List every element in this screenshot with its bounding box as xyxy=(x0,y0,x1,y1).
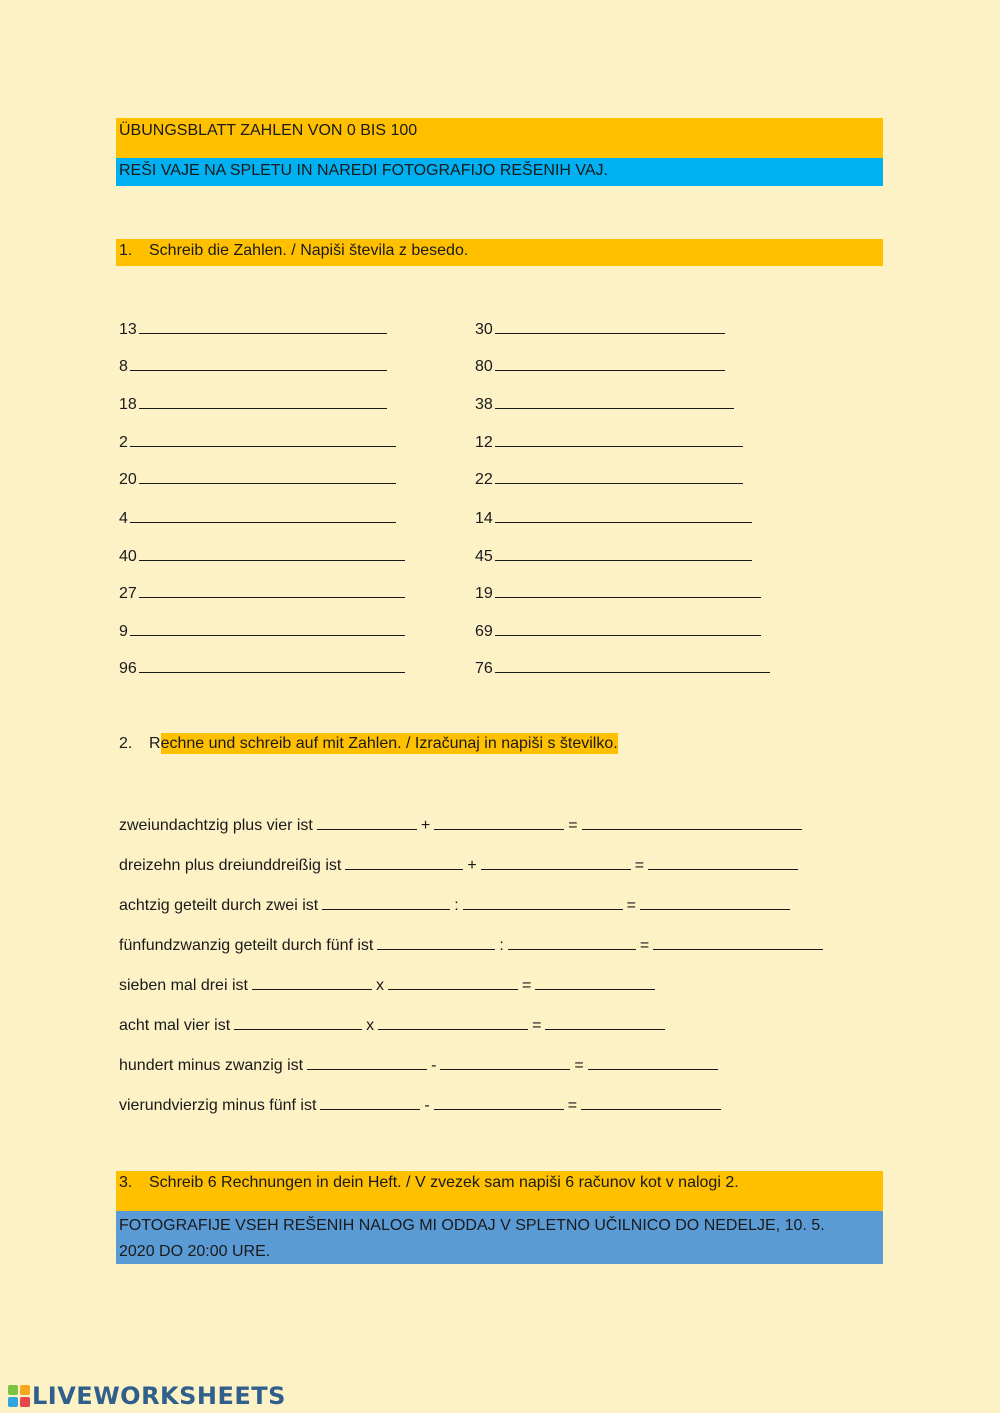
operand1-blank[interactable] xyxy=(252,974,372,990)
number-label: 4 xyxy=(119,510,128,527)
number-label: 8 xyxy=(119,358,128,375)
equals-sign: = xyxy=(574,1057,584,1074)
answer-blank[interactable] xyxy=(130,507,396,523)
number-label: 19 xyxy=(475,585,493,602)
number-label: 40 xyxy=(119,548,137,565)
number-item xyxy=(119,507,396,529)
equation-row xyxy=(119,1014,669,1036)
number-label: 20 xyxy=(119,471,137,488)
answer-blank[interactable] xyxy=(130,355,387,371)
task1-number: 1. xyxy=(119,242,133,259)
operand2-blank[interactable] xyxy=(434,1094,564,1110)
number-label: 30 xyxy=(475,321,493,338)
number-label: 80 xyxy=(475,358,493,375)
answer-blank[interactable] xyxy=(495,620,761,636)
number-item xyxy=(475,545,752,567)
equals-sign: = xyxy=(639,937,650,954)
answer-blank[interactable] xyxy=(130,431,396,447)
answer-blank[interactable] xyxy=(495,468,743,484)
number-item xyxy=(475,355,725,377)
number-item xyxy=(119,393,387,415)
equation-text: sieben mal drei ist xyxy=(119,977,248,994)
operand2-blank[interactable] xyxy=(463,894,623,910)
operator-symbol: : xyxy=(499,937,504,954)
operand2-blank[interactable] xyxy=(508,934,636,950)
answer-blank[interactable] xyxy=(495,355,725,371)
operand2-blank[interactable] xyxy=(434,814,564,830)
number-item xyxy=(119,318,387,340)
result-blank[interactable] xyxy=(545,1014,665,1030)
task3-number: 3. xyxy=(119,1174,133,1191)
operand2-blank[interactable] xyxy=(388,974,518,990)
number-label: 14 xyxy=(475,510,493,527)
equation-row xyxy=(119,1054,722,1076)
number-label: 18 xyxy=(119,396,137,413)
operator-symbol: x xyxy=(366,1017,375,1034)
logo-square-2 xyxy=(20,1385,30,1395)
answer-blank[interactable] xyxy=(139,545,405,561)
result-blank[interactable] xyxy=(640,894,790,910)
operand1-blank[interactable] xyxy=(345,854,463,870)
answer-blank[interactable] xyxy=(495,657,770,673)
answer-blank[interactable] xyxy=(495,545,752,561)
number-item xyxy=(119,657,405,679)
answer-blank[interactable] xyxy=(495,318,725,334)
equation-text: dreizehn plus dreiunddreißig ist xyxy=(119,857,342,874)
number-label: 27 xyxy=(119,585,137,602)
answer-blank[interactable] xyxy=(495,431,743,447)
number-item xyxy=(475,657,770,679)
number-item xyxy=(475,393,734,415)
number-label: 13 xyxy=(119,321,137,338)
result-blank[interactable] xyxy=(648,854,798,870)
equation-row xyxy=(119,854,802,876)
operator-symbol: - xyxy=(424,1097,430,1114)
equation-row xyxy=(119,814,806,836)
answer-blank[interactable] xyxy=(139,318,387,334)
equals-sign: = xyxy=(532,1017,542,1034)
result-blank[interactable] xyxy=(582,814,802,830)
number-item xyxy=(475,582,761,604)
number-item xyxy=(475,431,743,453)
task2-first-letter: R xyxy=(149,735,161,752)
task2-text: echne und schreib auf mit Zahlen. / Izračunaj in napiši s številko. xyxy=(160,735,618,752)
number-item xyxy=(475,620,761,642)
operand2-blank[interactable] xyxy=(378,1014,528,1030)
number-label: 45 xyxy=(475,548,493,565)
number-item xyxy=(119,431,396,453)
answer-blank[interactable] xyxy=(130,620,405,636)
equals-sign: = xyxy=(521,977,532,994)
equation-row xyxy=(119,934,827,956)
result-blank[interactable] xyxy=(653,934,823,950)
task3-text: Schreib 6 Rechnungen in dein Heft. / V zvezek sam napiši 6 računov kot v nalogi 2. xyxy=(149,1174,739,1191)
equation-row xyxy=(119,1094,725,1116)
number-item xyxy=(119,355,387,377)
logo-square-3 xyxy=(8,1397,18,1407)
equation-row xyxy=(119,974,659,996)
logo-square-1 xyxy=(8,1385,18,1395)
task1-heading xyxy=(116,239,883,266)
submission-note xyxy=(116,1211,883,1264)
operator-symbol: - xyxy=(431,1057,437,1074)
equation-text: hundert minus zwanzig ist xyxy=(119,1057,304,1074)
equation-text: vierundvierzig minus fünf ist xyxy=(119,1097,317,1114)
number-item xyxy=(475,507,752,529)
answer-blank[interactable] xyxy=(495,507,752,523)
liveworksheets-logo[interactable] xyxy=(8,1382,286,1410)
number-label: 9 xyxy=(119,623,128,640)
number-item xyxy=(119,468,396,490)
number-item xyxy=(119,545,405,567)
operand1-blank[interactable] xyxy=(317,814,417,830)
operator-symbol: : xyxy=(454,897,459,914)
task2-number: 2. xyxy=(119,735,133,752)
answer-blank[interactable] xyxy=(139,468,396,484)
result-blank[interactable] xyxy=(581,1094,721,1110)
operand1-blank[interactable] xyxy=(234,1014,362,1030)
operand2-blank[interactable] xyxy=(481,854,631,870)
number-item xyxy=(119,582,405,604)
result-blank[interactable] xyxy=(588,1054,718,1070)
equals-sign: = xyxy=(567,1097,578,1114)
number-label: 38 xyxy=(475,396,493,413)
answer-blank[interactable] xyxy=(139,393,387,409)
answer-blank[interactable] xyxy=(495,393,734,409)
equals-sign: = xyxy=(626,897,636,914)
number-label: 22 xyxy=(475,471,493,488)
answer-blank[interactable] xyxy=(139,657,405,673)
number-item xyxy=(475,318,725,340)
number-label: 69 xyxy=(475,623,493,640)
equals-sign: = xyxy=(634,857,645,874)
number-item xyxy=(475,468,743,490)
submission-note-line2: 2020 DO 20:00 URE. xyxy=(119,1243,271,1260)
answer-blank[interactable] xyxy=(139,582,405,598)
number-label: 96 xyxy=(119,660,137,677)
logo-text: LIVEWORKSHEETS xyxy=(32,1382,286,1410)
result-blank[interactable] xyxy=(535,974,655,990)
worksheet-instruction: REŠI VAJE NA SPLETU IN NAREDI FOTOGRAFIJO REŠENIH VAJ. xyxy=(116,158,883,186)
number-label: 76 xyxy=(475,660,493,677)
equation-text: zweiundachtzig plus vier ist xyxy=(119,817,313,834)
number-label: 12 xyxy=(475,434,493,451)
equation-text: fünfundzwanzig geteilt durch fünf ist xyxy=(119,937,374,954)
operand1-blank[interactable] xyxy=(320,1094,420,1110)
operator-symbol: x xyxy=(375,977,384,994)
task3-heading xyxy=(116,1171,883,1211)
operand1-blank[interactable] xyxy=(307,1054,427,1070)
equals-sign: = xyxy=(568,817,578,834)
operand1-blank[interactable] xyxy=(377,934,495,950)
equation-text: acht mal vier ist xyxy=(119,1017,231,1034)
equation-row xyxy=(119,894,794,916)
number-label: 2 xyxy=(119,434,128,451)
logo-square-4 xyxy=(20,1397,30,1407)
task1-text: Schreib die Zahlen. / Napiši števila z besedo. xyxy=(149,242,469,259)
logo-icon xyxy=(8,1385,30,1407)
operator-symbol: + xyxy=(420,817,431,834)
task2-heading xyxy=(116,733,618,755)
operator-symbol: + xyxy=(467,857,477,874)
submission-note-line1: FOTOGRAFIJE VSEH REŠENIH NALOG MI ODDAJ V SPLETNO UČILNICO DO NEDELJE, 10. 5. xyxy=(119,1217,825,1234)
answer-blank[interactable] xyxy=(495,582,761,598)
equation-text: achtzig geteilt durch zwei ist xyxy=(119,897,319,914)
number-item xyxy=(119,620,405,642)
operand1-blank[interactable] xyxy=(322,894,450,910)
operand2-blank[interactable] xyxy=(440,1054,570,1070)
worksheet-title: ÜBUNGSBLATT ZAHLEN VON 0 BIS 100 xyxy=(116,118,883,158)
